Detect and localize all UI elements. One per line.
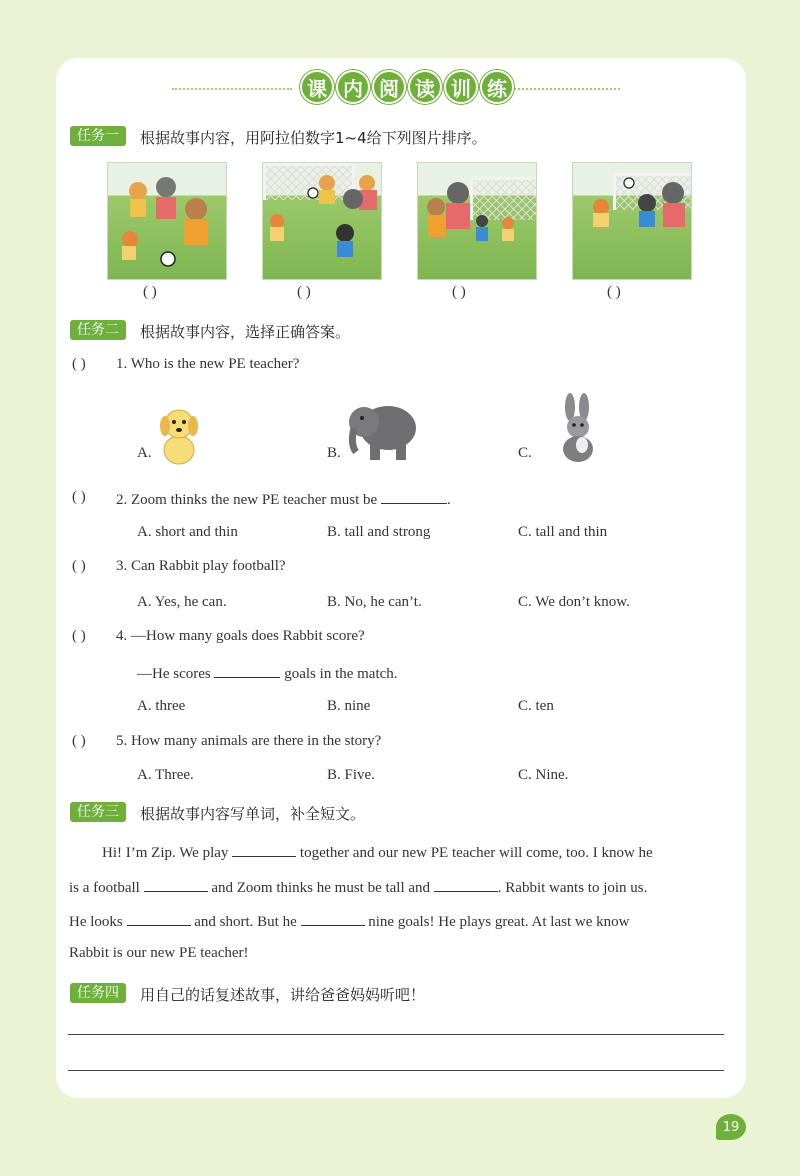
story-picture-4 [572,162,692,280]
passage-line-1 [102,842,653,862]
task4-instruction: 用自己的话复述故事，讲给爸爸妈妈听吧！ [140,986,426,1004]
elephant-icon [346,398,422,464]
passage-blank-1[interactable] [232,842,296,857]
title-divider-left [172,88,292,90]
q3-option-c[interactable]: C. We don’t know. [518,594,630,610]
characters-playing-illustration [108,163,226,279]
passage-blank-5[interactable] [301,911,365,926]
characters-lineup-illustration [418,163,536,279]
picture-2-answer-bracket[interactable]: ( ) [297,284,311,300]
q5-answer-paren[interactable]: ( ) [72,733,86,749]
q2-text: 2. Zoom thinks the new PE teacher must be [116,492,378,508]
q3-option-a[interactable]: A. Yes, he can. [137,594,227,610]
story-picture-1 [107,162,227,280]
passage-text: . Rabbit wants to join us. [497,880,648,896]
page-title [300,70,514,106]
q4-option-a[interactable]: A. three [137,698,186,714]
title-char: 内 [336,70,370,104]
task3-instruction: 根据故事内容写单词，补全短文。 [140,805,366,823]
q5-option-a[interactable]: A. Three. [137,767,194,783]
q4-line2-end: goals in the match. [284,666,398,682]
passage-text: nine goals! He plays great. At last we know [368,914,630,930]
passage-line-3 [69,911,629,931]
q2-option-a[interactable]: A. short and thin [137,524,238,540]
q5-option-b[interactable]: B. Five. [327,767,375,783]
q2-line [116,489,451,509]
q4-text: 4. —How many goals does Rabbit score? [116,628,365,644]
picture-3-answer-bracket[interactable]: ( ) [452,284,466,300]
title-divider-right [510,88,620,90]
passage-text: Hi! I’m Zip. We play [102,845,229,861]
task1-badge: 任务一 [70,126,126,146]
q3-text: 3. Can Rabbit play football? [116,558,286,574]
passage-blank-2[interactable] [144,877,208,892]
passage-blank-4[interactable] [127,911,191,926]
passage-text: is a football [69,880,140,896]
passage-text: and Zoom thinks he must be tall and [211,880,431,896]
q5-option-c[interactable]: C. Nine. [518,767,569,783]
q3-answer-paren[interactable]: ( ) [72,558,86,574]
task4-badge: 任务四 [70,983,126,1003]
q4-option-c[interactable]: C. ten [518,698,554,714]
q2-answer-paren[interactable]: ( ) [72,489,86,505]
rabbit-icon [550,393,606,465]
q1-option-a[interactable]: A. [137,445,152,461]
characters-goal-illustration [263,163,381,279]
passage-text: together and our new PE teacher will come, too. I know he [299,845,653,861]
writing-line-1[interactable] [68,1034,724,1035]
q3-option-b[interactable]: B. No, he can’t. [327,594,422,610]
q1-text: 1. Who is the new PE teacher? [116,356,300,372]
q2-option-b[interactable]: B. tall and strong [327,524,431,540]
q4-answer-paren[interactable]: ( ) [72,628,86,644]
task3-badge: 任务三 [70,802,126,822]
title-char: 读 [408,70,442,104]
q4-line2-start: —He scores [137,666,211,682]
q4-blank[interactable] [214,663,280,678]
story-picture-3 [417,162,537,280]
passage-text: He looks [69,914,123,930]
passage-text: and short. But he [194,914,297,930]
task2-badge: 任务二 [70,320,126,340]
story-picture-2 [262,162,382,280]
q1-option-c[interactable]: C. [518,445,532,461]
q2-option-c[interactable]: C. tall and thin [518,524,608,540]
q2-blank[interactable] [381,489,447,504]
task1-instruction: 根据故事内容，用阿拉伯数字1~4给下列图片排序。 [140,129,487,147]
title-char: 课 [300,70,334,104]
q5-text: 5. How many animals are there in the story? [116,733,382,749]
task2-instruction: 根据故事内容，选择正确答案。 [140,323,351,341]
q4-line2 [137,663,398,683]
picture-1-answer-bracket[interactable]: ( ) [143,284,157,300]
q1-option-b[interactable]: B. [327,445,341,461]
writing-line-2[interactable] [68,1070,724,1071]
passage-line-4: Rabbit is our new PE teacher! [69,945,249,961]
q2-end: . [446,492,451,508]
dog-icon [156,404,202,468]
q1-answer-paren[interactable]: ( ) [72,356,86,372]
title-char: 阅 [372,70,406,104]
picture-4-answer-bracket[interactable]: ( ) [607,284,621,300]
q4-option-b[interactable]: B. nine [327,698,371,714]
characters-kick-illustration [573,163,691,279]
passage-blank-3[interactable] [434,877,498,892]
page-number: 19 [716,1114,746,1140]
title-char: 练 [480,70,514,104]
title-char: 训 [444,70,478,104]
passage-line-2 [69,877,647,897]
